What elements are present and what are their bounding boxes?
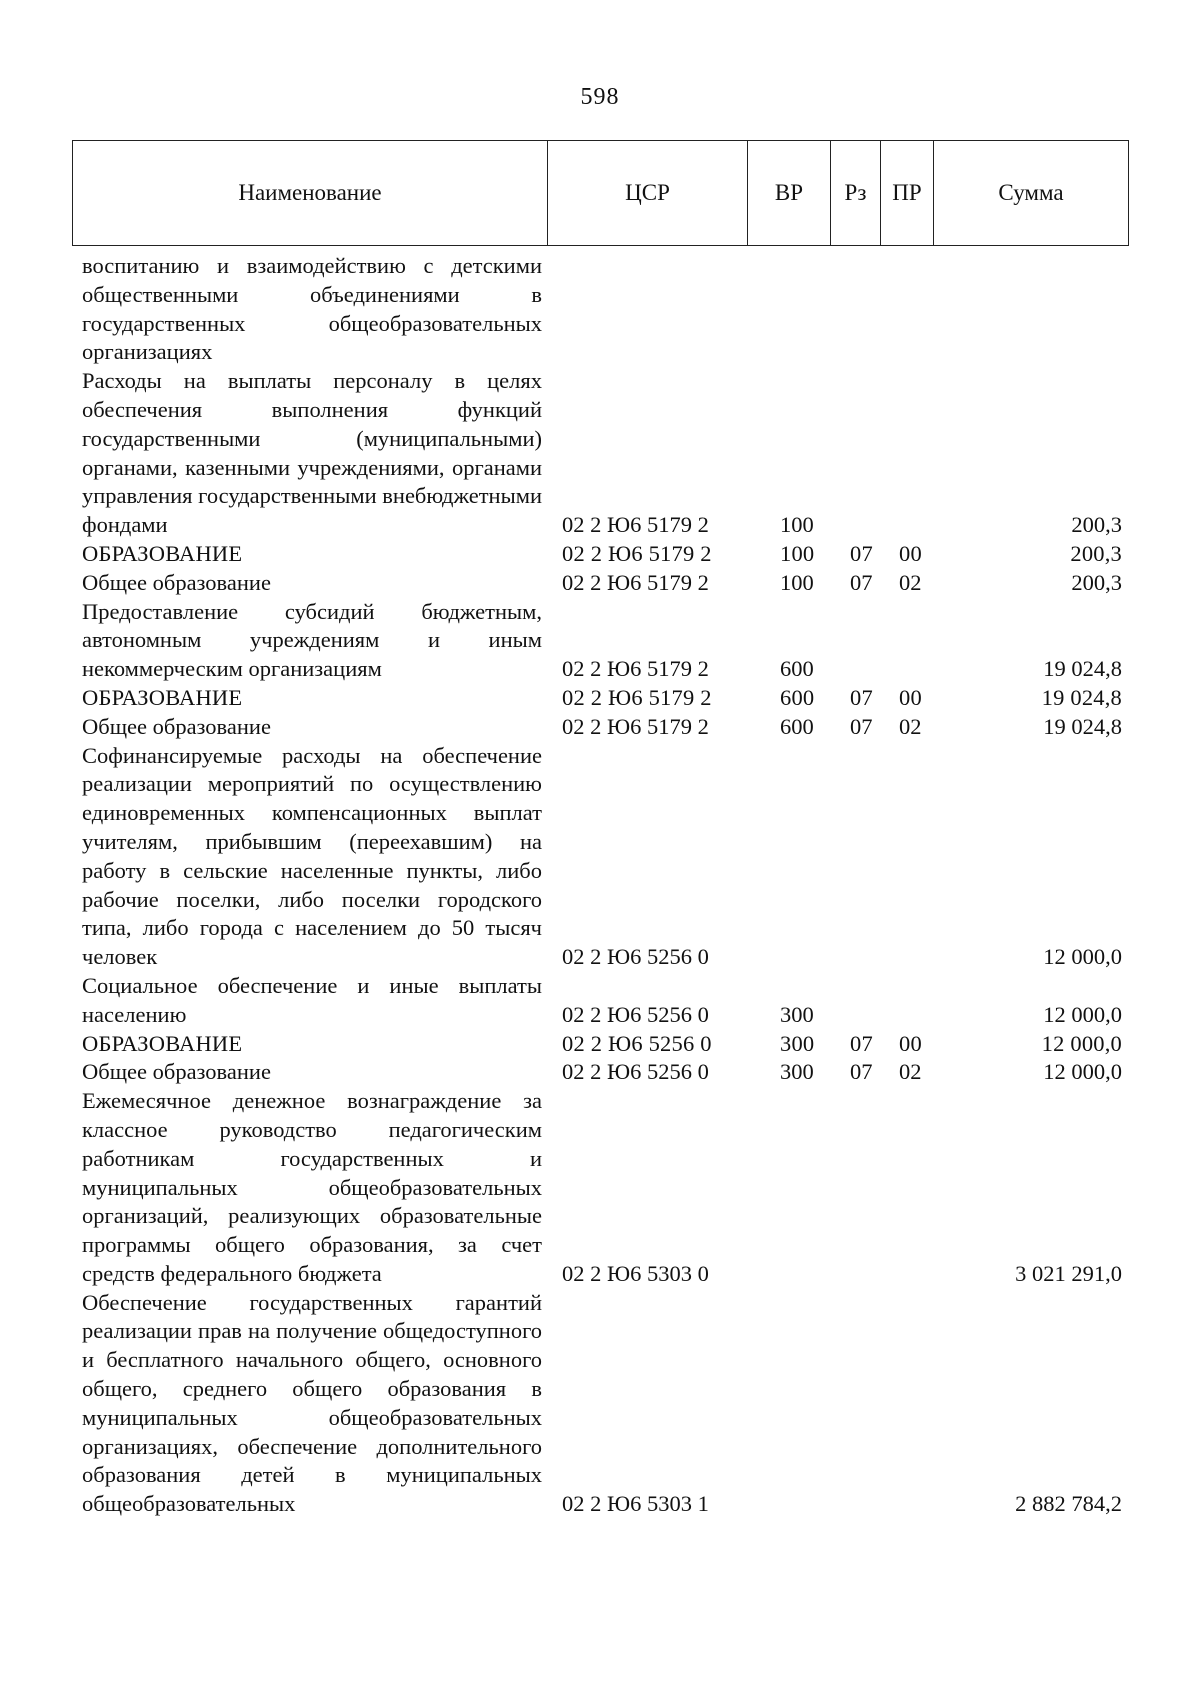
header-vr: ВР: [748, 141, 831, 246]
table-row: [82, 1289, 1122, 1519]
row-csr: 02 2 Ю6 5256 0: [562, 1001, 709, 1027]
row-csr: 02 2 Ю6 5179 2: [562, 540, 712, 566]
table-row: [82, 367, 1122, 540]
row-sum: 19 024,8: [1043, 713, 1122, 739]
row-name: Предоставление субсидий бюджетным, автономным учреждениям и иным некоммерческим организациям: [82, 598, 542, 682]
row-pr: 02: [899, 713, 922, 739]
row-sum: 12 000,0: [1043, 1059, 1122, 1085]
row-sum: 3 021 291,0: [1015, 1260, 1122, 1286]
row-pr: 00: [899, 540, 922, 566]
row-name: ОБРАЗОВАНИЕ: [82, 684, 243, 710]
table-row: [82, 569, 1122, 598]
table-row: [82, 1058, 1122, 1087]
row-sum: 12 000,0: [1043, 1001, 1122, 1027]
row-sum: 200,3: [1070, 540, 1122, 566]
row-csr: 02 2 Ю6 5179 2: [562, 569, 709, 595]
row-vr: 100: [780, 512, 814, 538]
row-pr: 00: [899, 684, 922, 710]
row-pr: 02: [899, 569, 922, 595]
table-row: [82, 1087, 1122, 1289]
row-name: ОБРАЗОВАНИЕ: [82, 1030, 243, 1056]
row-sum: 2 882 784,2: [1015, 1491, 1122, 1517]
row-rz: 07: [850, 1030, 873, 1056]
row-csr: 02 2 Ю6 5256 0: [562, 1030, 712, 1056]
row-vr: 600: [780, 684, 815, 710]
table-row: [82, 540, 1122, 569]
table-row: [82, 972, 1122, 1030]
row-sum: 12 000,0: [1043, 944, 1122, 970]
row-csr: 02 2 Ю6 5179 2: [562, 713, 709, 739]
row-name: Общее образование: [82, 713, 271, 739]
row-sum: 19 024,8: [1041, 684, 1122, 710]
row-name: воспитанию и взаимодействию с детскими общественными объединениями в государственных общеобразовательных организациях: [82, 253, 542, 365]
row-vr: 300: [780, 1030, 815, 1056]
row-name: Ежемесячное денежное вознаграждение за классное руководство педагогическим работникам государственных и муниципальных общеобразовательных организаций, реализующих образовательные программы общего образования, за счет средств федерального бюджета: [82, 1088, 542, 1286]
row-sum: 200,3: [1071, 512, 1122, 538]
row-csr: 02 2 Ю6 5179 2: [562, 656, 709, 682]
table-header: [72, 140, 1129, 246]
row-sum: 200,3: [1071, 569, 1122, 595]
row-csr: 02 2 Ю6 5303 0: [562, 1260, 709, 1286]
row-csr: 02 2 Ю6 5179 2: [562, 512, 709, 538]
row-sum: 19 024,8: [1043, 656, 1122, 682]
table-row: [82, 742, 1122, 972]
table-row: [82, 713, 1122, 742]
row-vr: 100: [780, 569, 814, 595]
row-rz: 07: [850, 1059, 873, 1085]
table-body: [82, 252, 1122, 1519]
row-pr: 00: [899, 1030, 922, 1056]
row-vr: 300: [780, 1001, 814, 1027]
row-vr: 300: [780, 1059, 814, 1085]
table-row: [82, 1030, 1122, 1059]
header-pr: ПР: [881, 141, 934, 246]
row-csr: 02 2 Ю6 5256 0: [562, 1059, 709, 1085]
row-name: Общее образование: [82, 569, 271, 595]
row-name: Обеспечение государственных гарантий реализации прав на получение общедоступного и бесплатного начального общего, основного общего, среднего общего образования в муниципальных общеобразовательных организациях, обеспечение дополнительного образования детей в муниципальных общеобразовательных: [82, 1289, 542, 1517]
row-rz: 07: [850, 713, 873, 739]
table-row: [82, 252, 1122, 367]
row-vr: 600: [780, 713, 814, 739]
row-sum: 12 000,0: [1041, 1030, 1122, 1056]
row-name: Расходы на выплаты персоналу в целях обеспечения выполнения функций государственными (муниципальными) органами, казенными учреждениями, органами управления государственными внебюджетными фондами: [82, 368, 542, 538]
row-csr: 02 2 Ю6 5303 1: [562, 1491, 709, 1517]
row-name: Общее образование: [82, 1059, 271, 1085]
table-row: [82, 684, 1122, 713]
row-rz: 07: [850, 540, 873, 566]
header-sum: Сумма: [934, 141, 1129, 246]
table-row: [82, 598, 1122, 684]
row-rz: 07: [850, 569, 873, 595]
header-rz: Рз: [831, 141, 881, 246]
header-name: Наименование: [73, 141, 548, 246]
row-rz: 07: [850, 684, 873, 710]
page-number: 598: [580, 84, 620, 110]
row-name: Софинансируемые расходы на обеспечение реализации мероприятий по осуществлению единовременных компенсационных выплат учителям, прибывшим (переехавшим) на работу в сельские населенные пункты, либо рабочие поселки, либо поселки городского типа, либо города с населением до 50 тысяч человек: [82, 742, 542, 970]
row-vr: 100: [780, 540, 815, 566]
row-name: ОБРАЗОВАНИЕ: [82, 540, 243, 566]
row-name: Социальное обеспечение и иные выплаты населению: [82, 972, 542, 1027]
row-csr: 02 2 Ю6 5256 0: [562, 944, 709, 970]
row-csr: 02 2 Ю6 5179 2: [562, 684, 712, 710]
header-csr: ЦСР: [548, 141, 748, 246]
row-pr: 02: [899, 1059, 922, 1085]
row-vr: 600: [780, 656, 814, 682]
